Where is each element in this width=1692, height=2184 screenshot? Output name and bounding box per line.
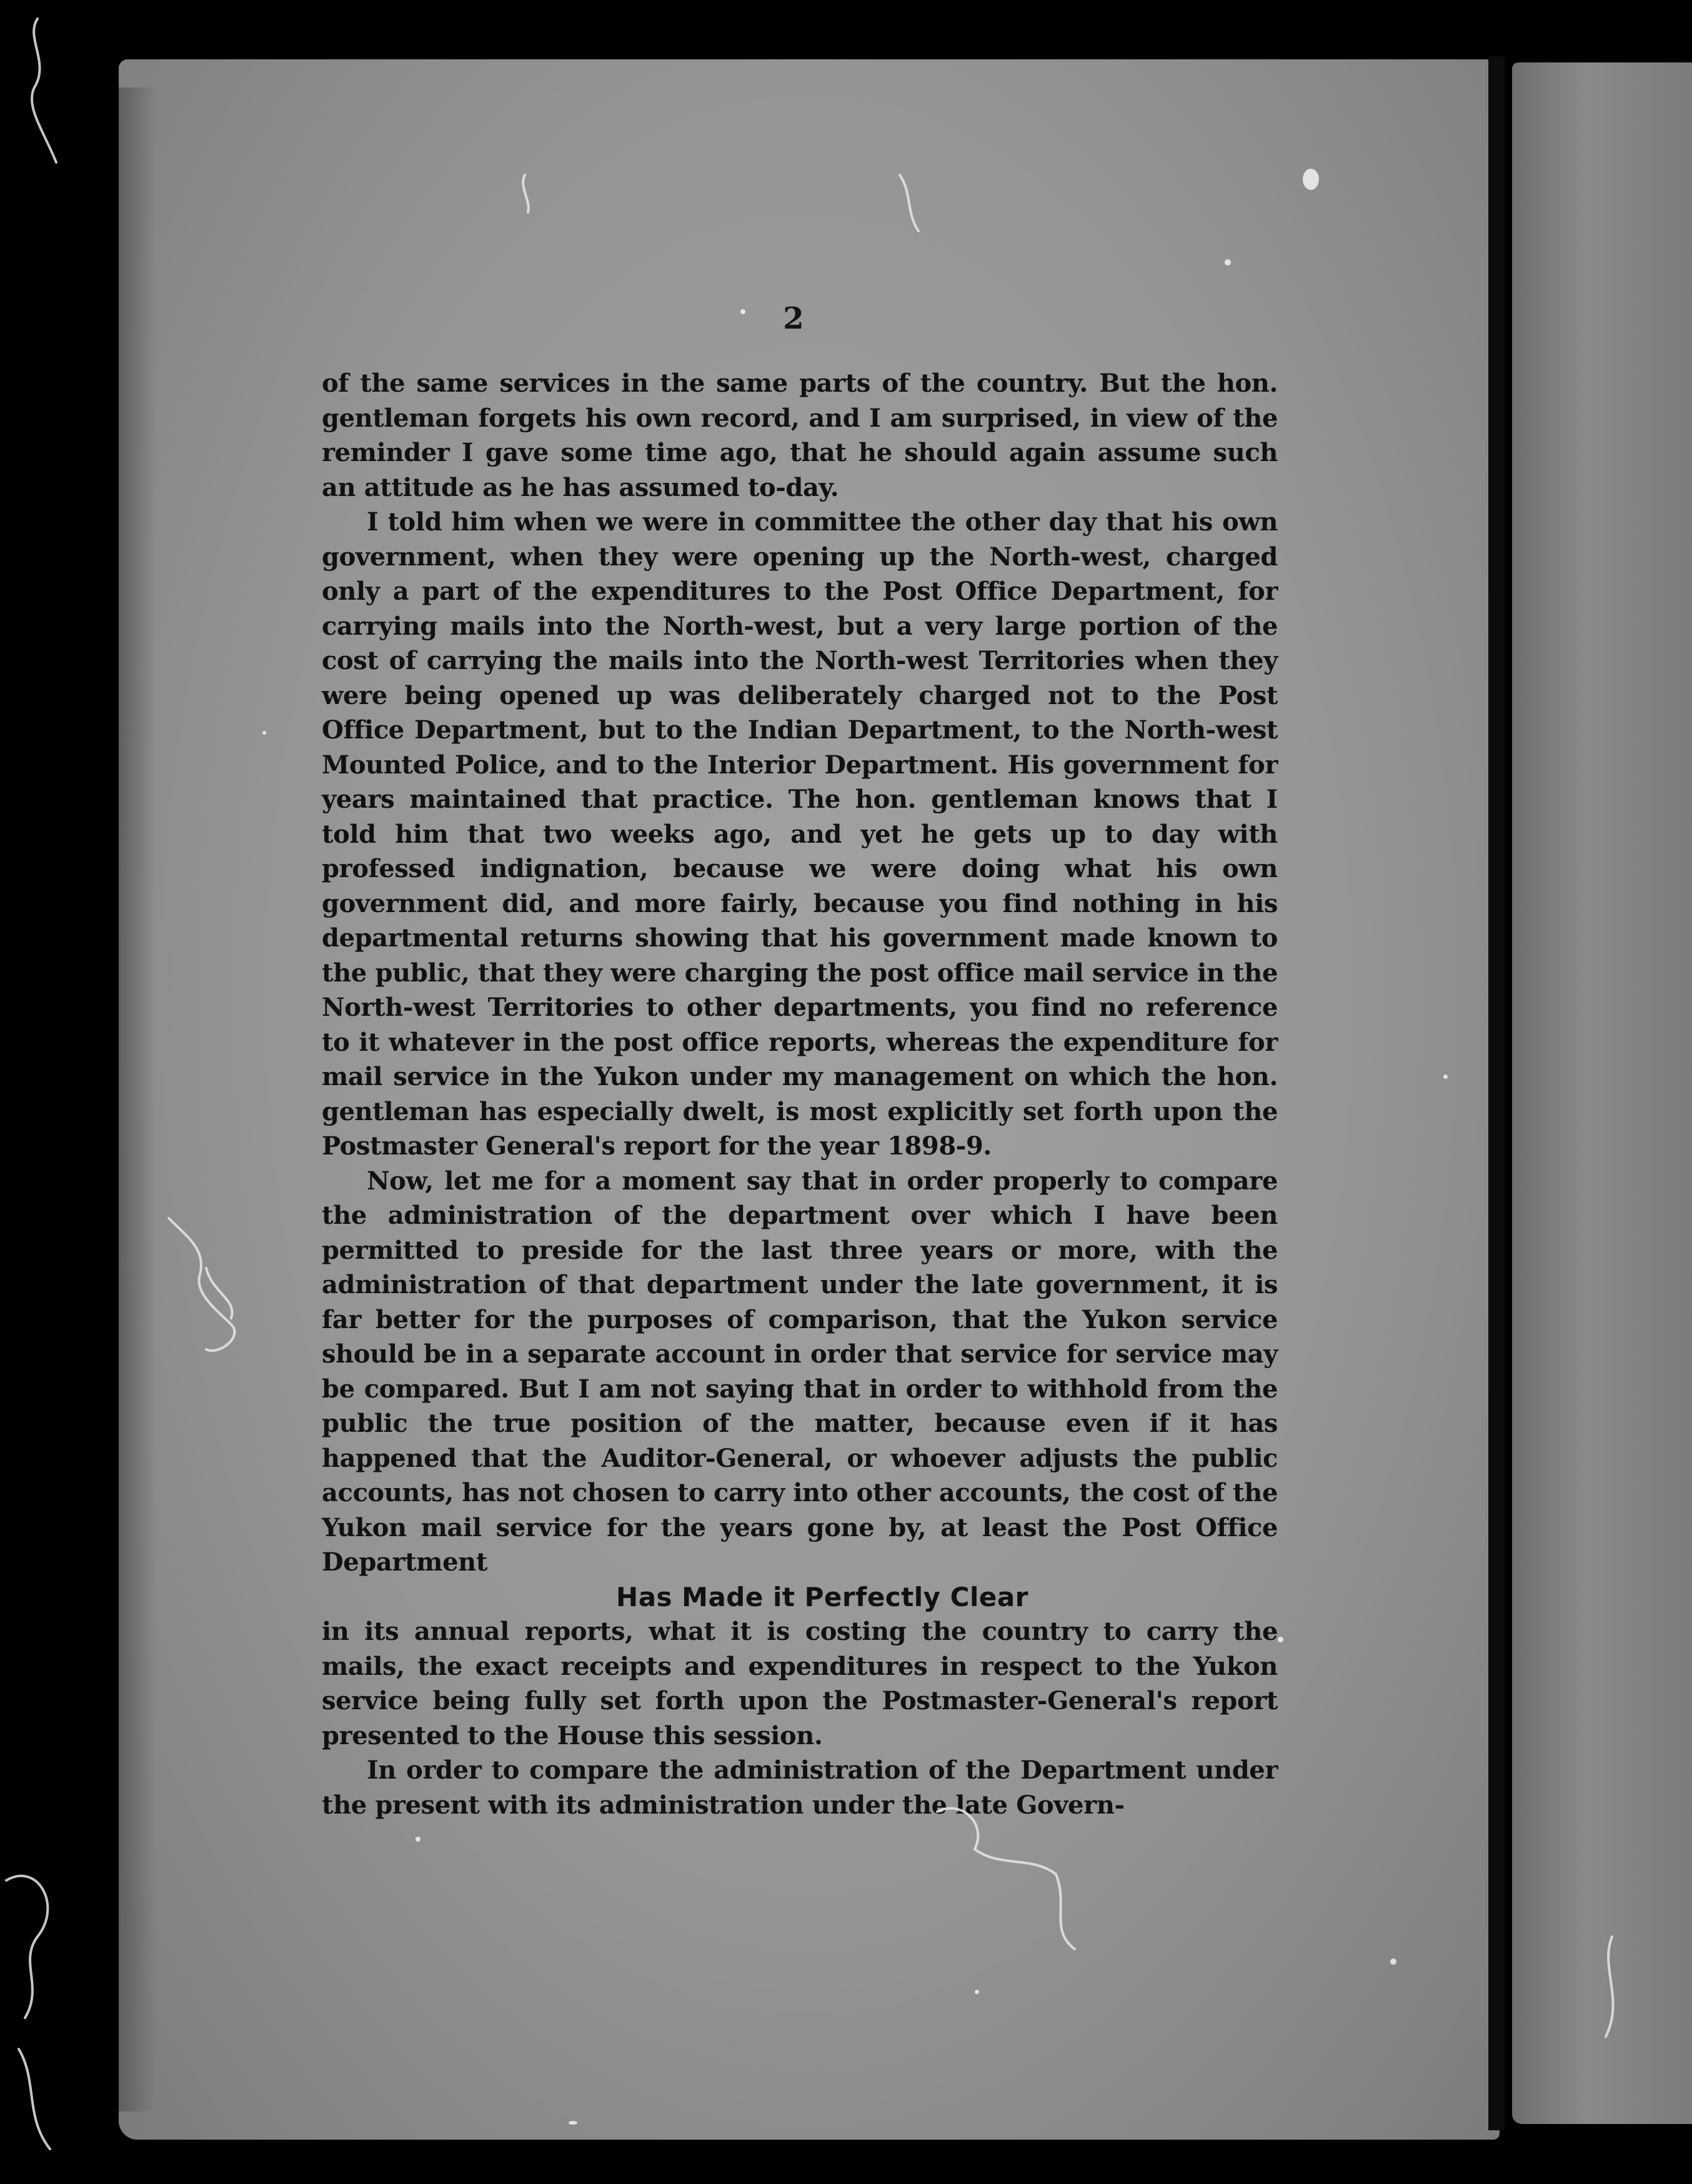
subheading: Has Made it Perfectly Clear: [616, 1581, 1028, 1612]
paragraph-2: I told him when we were in committee the other day that his own government, when they were opening up the North-west, charged only a part of the expenditures to the Post Office Department, for carrying mails into the North-west, but a very large portion of the cost of carrying the mails into the North-west Territories when they were being opened up was deliberately charged not to the Post Office Department, but to the Indian Department, to the North-west Mounted Police, and to the Interior Department. His government for years maintained that practice. The hon. gentleman knows that I told him that two weeks ago, and yet he gets up to day with professed indignation, because we were doing what his own government did, and more fairly, because you find nothing in his departmental returns showing that his government made known to the public, that they were charging the post office mail service in the North-west Territories to other departments, you find no reference to it whatever in the post office reports, whereas the expenditure for mail service in the Yukon under my management on which the hon. gentleman has especially dwelt, is most explicitly set forth upon the Postmaster General's report for the year 1898-9.: [322, 507, 1278, 1161]
scan-speck: [1390, 1958, 1396, 1965]
page-edge-shadow: [119, 87, 156, 2112]
paragraph-3: Now, let me for a moment say that in order properly to compare the administration of the department over which I have been permitted to preside for the last three years or more, with the administration of that department under the late government, it is far better for the purposes of comparison, that the Yukon service should be in a separate account in order that service for service may be compared. But I am not saying that in order to withhold from the public the true position of the matter, because even if it has happened that the Auditor-General, or whoever adjusts the public accounts, has not chosen to carry into other accounts, the cost of the Yukon mail service for the years gone by, at least the Post Office Department: [322, 1166, 1278, 1577]
scan-speck: [1278, 1637, 1283, 1642]
scan-speck: [1225, 259, 1231, 266]
scan-speck: [569, 2121, 577, 2125]
scan-speck: [1443, 1075, 1448, 1079]
page-number: 2: [783, 301, 804, 336]
body-text: [322, 366, 1278, 1822]
scan-speck: [975, 1990, 979, 1994]
scan-speck: [740, 309, 745, 314]
page-gutter: [1488, 56, 1505, 2130]
adjacent-page-edge: [1512, 62, 1692, 2124]
scan-speck: [1303, 169, 1319, 190]
paragraph-4: in its annual reports, what it is costing the country to carry the mails, the exact receipts and expenditures in respect to the Yukon service being fully set forth upon the Postmaster-General's report presented to the House this session.: [322, 1617, 1278, 1750]
paragraph-1: of the same services in the same parts of the country. But the hon. gentleman forgets his own record, and I am surprised, in view of the reminder I gave some time ago, that he should again assume such an attitude as he has assumed to-day.: [322, 369, 1278, 502]
scan-speck: [416, 1837, 421, 1842]
paragraph-5: In order to compare the administration of the Department under the present with its administration under the late Govern-: [322, 1755, 1278, 1820]
scan-speck: [262, 731, 266, 735]
